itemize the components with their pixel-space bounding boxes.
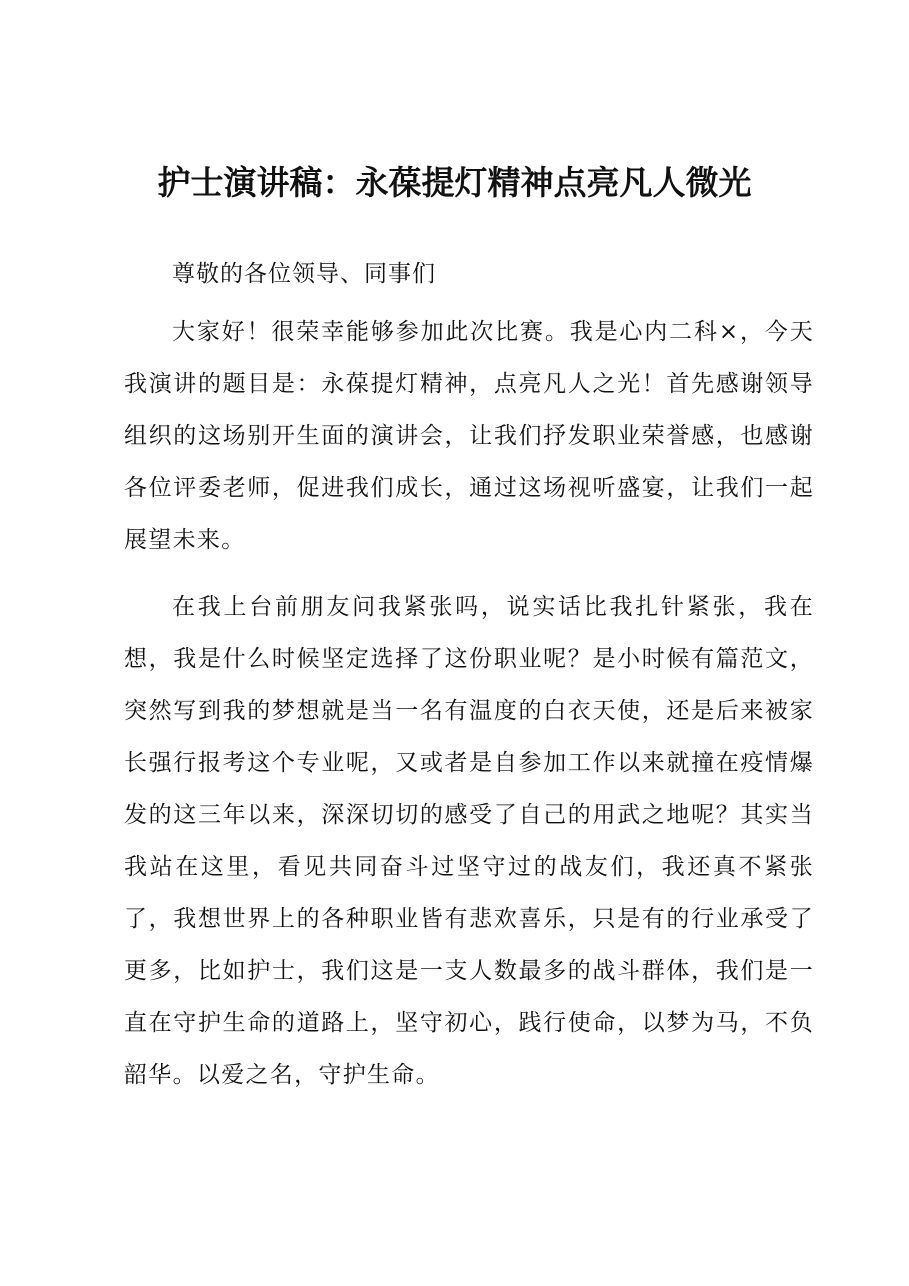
paragraph-block-2 — [124, 581, 814, 1101]
salutation: 尊敬的各位领导、同事们 — [172, 261, 436, 287]
paragraph-block-1 — [124, 306, 814, 566]
paragraph-2: 在我上台前朋友问我紧张吗，说实话比我扎针紧张，我在想，我是什么时候坚定选择了这份职业呢？是小时候有篇范文，突然写到我的梦想就是当一名有温度的白衣天使，还是后来被家长强行报考这个专业呢，又或者是自参加工作以来就撞在疫情爆发的这三年以来，深深切切的感受了自己的用武之地呢？其实当我站在这里，看见共同奋斗过坚守过的战友们，我还真不紧张了，我想世界上的各种职业皆有悲欢喜乐，只是有的行业承受了更多，比如护士，我们这是一支人数最多的战斗群体，我们是一直在守护生命的道路上，坚守初心，践行使命，以梦为马，不负韶华。以爱之名，守护生命。 — [124, 594, 814, 1088]
paragraph-1: 大家好！很荣幸能够参加此次比赛。我是心内二科×，今天我演讲的题目是：永葆提灯精神，点亮凡人之光！首先感谢领导组织的这场别开生面的演讲会，让我们抒发职业荣誉感，也感谢各位评委老师，促进我们成长，通过这场视听盛宴，让我们一起展望未来。 — [124, 319, 814, 553]
document-title: 护士演讲稿：永葆提灯精神点亮凡人微光 — [157, 163, 752, 202]
